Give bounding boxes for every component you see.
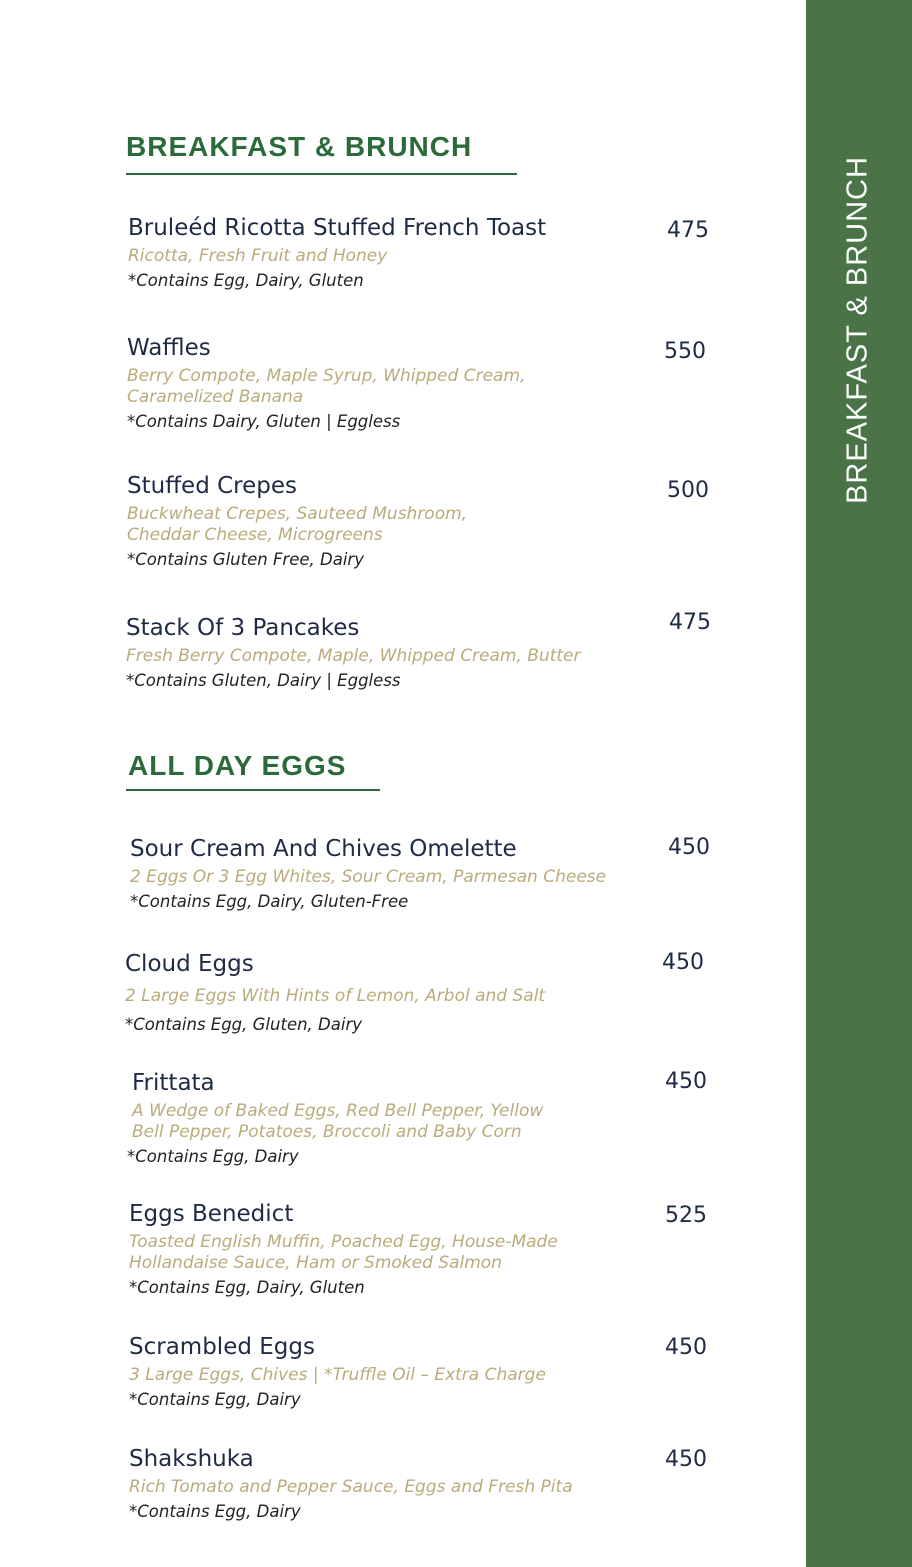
item-name: Shakshuka (129, 1446, 254, 1472)
menu-item (127, 334, 727, 432)
menu-item (127, 472, 727, 570)
item-price: 525 (665, 1203, 707, 1228)
menu-item (129, 1333, 729, 1410)
item-description: Buckwheat Crepes, Sauteed Mushroom, Cheddar Cheese, Microgreens (127, 504, 468, 545)
item-description: A Wedge of Baked Eggs, Red Bell Pepper, Yellow Bell Pepper, Potatoes, Broccoli and Baby Corn (132, 1101, 544, 1142)
item-price: 475 (667, 218, 709, 243)
item-name: Eggs Benedict (129, 1201, 294, 1227)
item-allergens: *Contains Egg, Dairy (127, 1147, 299, 1166)
item-name: Sour Cream And Chives Omelette (130, 836, 517, 862)
item-price: 450 (665, 1447, 707, 1472)
item-price: 500 (667, 478, 709, 503)
menu-item (125, 950, 725, 1035)
item-description: Ricotta, Fresh Fruit and Honey (128, 246, 388, 266)
item-price: 450 (662, 950, 704, 975)
menu-item (126, 614, 726, 691)
item-allergens: *Contains Gluten, Dairy | Eggless (126, 671, 401, 690)
item-allergens: *Contains Egg, Gluten, Dairy (125, 1015, 362, 1034)
item-price: 450 (668, 835, 710, 860)
item-allergens: *Contains Dairy, Gluten | Eggless (127, 412, 401, 431)
item-price: 450 (665, 1335, 707, 1360)
item-name: Frittata (132, 1070, 215, 1096)
item-name: Waffles (127, 335, 211, 361)
item-name: Bruleéd Ricotta Stuffed French Toast (128, 215, 547, 241)
section-title-breakfast: BREAKFAST & BRUNCH (126, 131, 473, 162)
item-price: 550 (664, 339, 706, 364)
item-description: Fresh Berry Compote, Maple, Whipped Cream, Butter (126, 646, 581, 666)
item-description: Rich Tomato and Pepper Sauce, Eggs and Fresh Pita (129, 1477, 573, 1497)
item-description: Berry Compote, Maple Syrup, Whipped Cream, Caramelized Banana (127, 366, 526, 407)
item-description: 3 Large Eggs, Chives | *Truffle Oil – Extra Charge (129, 1365, 546, 1385)
item-name: Scrambled Eggs (129, 1334, 315, 1360)
menu-item (127, 1069, 732, 1167)
item-price: 475 (669, 610, 711, 635)
menu-item (129, 1445, 729, 1522)
item-allergens: *Contains Egg, Dairy, Gluten (129, 1278, 365, 1297)
item-name: Cloud Eggs (125, 951, 254, 977)
side-banner-label: BREAKFAST & BRUNCH (841, 156, 874, 504)
menu-item (128, 214, 728, 291)
item-name: Stack Of 3 Pancakes (126, 615, 360, 641)
section-underline (126, 789, 380, 791)
item-description: Toasted English Muffin, Poached Egg, House-Made Hollandaise Sauce, Ham or Smoked Salmon (129, 1232, 558, 1273)
item-description: 2 Large Eggs With Hints of Lemon, Arbol and Salt (125, 986, 546, 1006)
item-name: Stuffed Crepes (127, 473, 297, 499)
item-price: 450 (665, 1069, 707, 1094)
item-allergens: *Contains Egg, Dairy (129, 1502, 301, 1521)
menu-item (129, 1200, 729, 1298)
section-title-eggs: ALL DAY EGGS (128, 750, 347, 781)
item-allergens: *Contains Egg, Dairy (129, 1390, 301, 1409)
item-allergens: *Contains Gluten Free, Dairy (127, 550, 364, 569)
item-allergens: *Contains Egg, Dairy, Gluten-Free (130, 892, 409, 911)
section-underline (126, 173, 517, 175)
item-description: 2 Eggs Or 3 Egg Whites, Sour Cream, Parmesan Cheese (130, 867, 607, 887)
item-allergens: *Contains Egg, Dairy, Gluten (128, 271, 364, 290)
menu-item (130, 835, 730, 912)
